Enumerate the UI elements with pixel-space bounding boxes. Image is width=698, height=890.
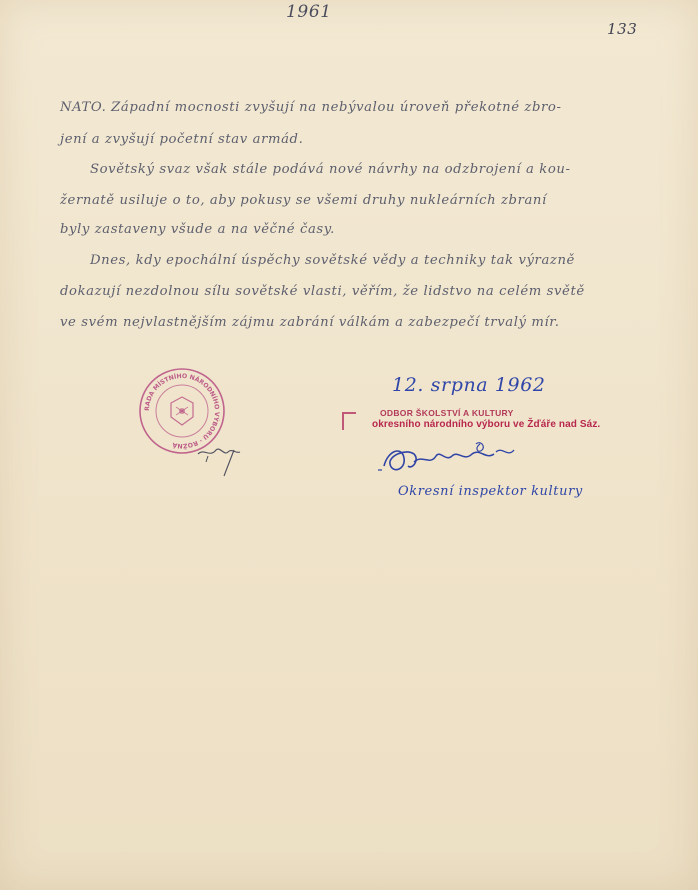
body-line-4: žernatě usiluje o to, aby pokusy se všemi druhy nukleárních zbraní <box>60 193 547 208</box>
stamp-office: okresního národního výboru ve Žďáře nad Sáz. <box>372 419 601 430</box>
body-line-3: Sovětský svaz však stále podává nové návrhy na odzbrojení a kou- <box>90 162 571 177</box>
stamp-department: ODBOR ŠKOLSTVÍ A KULTURY <box>380 408 514 418</box>
signature-date: 12. srpna 1962 <box>392 374 546 396</box>
stamp-bracket <box>342 412 356 430</box>
pencil-signature-icon <box>194 440 244 480</box>
year-heading: 1961 <box>286 2 332 22</box>
body-line-2: jení a zvyšují početní stav armád. <box>60 132 304 147</box>
page-number: 133 <box>607 20 638 38</box>
body-line-6: Dnes, kdy epochální úspěchy sovětské vědy a techniky tak výrazně <box>90 253 575 268</box>
body-line-7: dokazují nezdolnou sílu sovětské vlasti, věřím, že lidstvo na celém světě <box>60 284 585 299</box>
body-line-5: byly zastaveny všude a na věčné časy. <box>60 222 335 237</box>
signatory-title: Okresní inspektor kultury <box>398 484 583 499</box>
round-stamp-text: RADA MÍSTNÍHO NÁRODNÍHO VÝBORU · ROŽNÁ <box>143 372 221 450</box>
inspector-signature-icon <box>376 436 526 480</box>
body-line-8: ve svém nejvlastnějším zájmu zabrání válkám a zabezpečí trvalý mír. <box>60 315 560 330</box>
department-stamp <box>342 404 601 434</box>
body-line-1: NATO. Západní mocnosti zvyšují na nebývalou úroveň překotné zbro- <box>60 100 562 115</box>
